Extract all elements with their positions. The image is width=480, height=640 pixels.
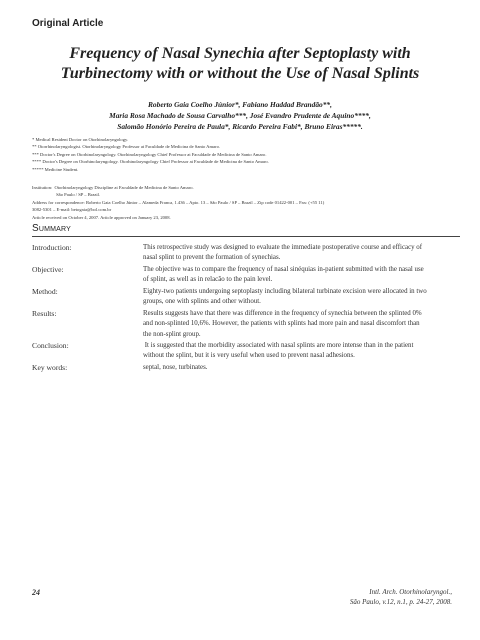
affiliation-line: *** Doctor's Degree on Otorhinolaryngology. Otorhinolaryngology Chief Professor at Faculdade de Medicina de Santo Amaro. — [32, 151, 267, 157]
journal-line: Intl. Arch. Otorhinolaryngol., — [369, 588, 452, 596]
author-list — [60, 99, 420, 132]
page-number: 24 — [32, 588, 40, 597]
abstract-line: nasal splint to prevent the formation of synechias. — [143, 254, 281, 262]
abstract-label-keywords: Key words: — [32, 363, 68, 372]
institution-line: Institution: Otorhinolaryngology Discipline at Faculdade de Medicina de Santo Amaro. — [32, 185, 194, 190]
abstract-text-conclusion — [143, 341, 463, 362]
institution-line: Article received on October 4, 2007. Article approved on January 23, 2008. — [32, 214, 171, 220]
article-title — [40, 44, 440, 84]
abstract-line: and non-splinted 10,6%. However, the patients with splints had more pain and nasal discomfort than — [143, 320, 420, 328]
affiliations — [32, 136, 452, 173]
affiliation-line: ***** Medicine Student. — [32, 166, 79, 172]
abstract-line: It is suggested that the morbidity associated with nasal splints are more intense than in the patient — [143, 342, 414, 349]
title-line: Turbinectomy with or without the Use of Nasal Splints — [60, 65, 420, 82]
affiliation-line: **** Doctor's Degree on Otorhinolaryngology. Otorhinolaryngology Chief Professor at Faculdade de Medicina de Santo Amaro. — [32, 159, 269, 165]
abstract-label-objective: Objective: — [32, 265, 64, 274]
abstract-text-results — [143, 309, 463, 340]
abstract-line: without the splint, but it is very useful when used to prevent nasal adhesions. — [143, 352, 355, 360]
article-type-label: Original Article — [32, 18, 104, 29]
abstract-label-results: Results: — [32, 309, 57, 318]
abstract-text-objective — [143, 265, 463, 286]
journal-line: São Paulo, v.12, n.1, p. 24-27, 2008. — [349, 598, 452, 606]
abstract-label-conclusion: Conclusion: — [32, 341, 69, 350]
abstract-line: The objective was to compare the frequency of nasal sinéquias in-patient submitted with the nasal use — [143, 266, 424, 273]
institution-line: São Paulo / SP – Brazil. — [32, 192, 101, 198]
abstract-line: Eighty-two patients undergoing septoplasty including bilateral turbinate excision were allocated in two — [143, 288, 427, 295]
summary-divider — [32, 236, 460, 237]
author-line: Salomão Honório Pereira de Paula*, Ricardo Pereira Fabi*, Bruno Eiras*****. — [117, 122, 363, 131]
summary-heading: Summary — [32, 223, 72, 234]
abstract-label-method: Method: — [32, 287, 58, 296]
abstract-line: the non-splint group. — [143, 330, 201, 338]
abstract-text-keywords — [143, 363, 463, 373]
abstract-label-introduction: Introduction: — [32, 243, 72, 252]
abstract-line: groups, one with splints and other without. — [143, 298, 261, 306]
abstract-line: of splint, as well as in relacão to the pain level. — [143, 276, 273, 284]
institution-line: 3082-5301 – E-mail: betogaia@bol.com.br — [32, 207, 112, 213]
abstract-line: Results suggests have that there was difference in the frequency of synechia between the splinted 0% — [143, 310, 422, 317]
institution-block — [32, 184, 452, 221]
affiliation-line: ** Otorrhinolaryngologist. Otorhinolaryngology Professor at Faculdade de Medicina de Santo Amaro. — [32, 144, 221, 150]
affiliation-line: * Medical Resident Doctor on Otorhinolaryngology. — [32, 137, 129, 142]
journal-citation — [350, 587, 452, 607]
author-line: Maria Rosa Machado de Sousa Carvalho***, José Evandro Prudente de Aquino****, — [109, 111, 371, 120]
abstract-line: septal, nose, turbinates. — [143, 364, 208, 371]
title-line: Frequency of Nasal Synechia after Septoplasty with — [69, 45, 411, 62]
abstract-line: This retrospective study was designed to evaluate the immediate postoperative course and efficacy of — [143, 244, 423, 251]
abstract-text-introduction — [143, 243, 463, 264]
author-line: Roberto Gaia Coelho Júnior*, Fabiano Haddad Brandão**, — [148, 100, 332, 109]
abstract-text-method — [143, 287, 463, 308]
institution-line: Address for correspondence: Roberto Gaia Coelho Júnior – Alameda Franca, 1.436 – Apto. 13 – São Paulo / SP – Brazil – Zip code 01422-001 – Fax: (+55 11) — [32, 199, 325, 205]
